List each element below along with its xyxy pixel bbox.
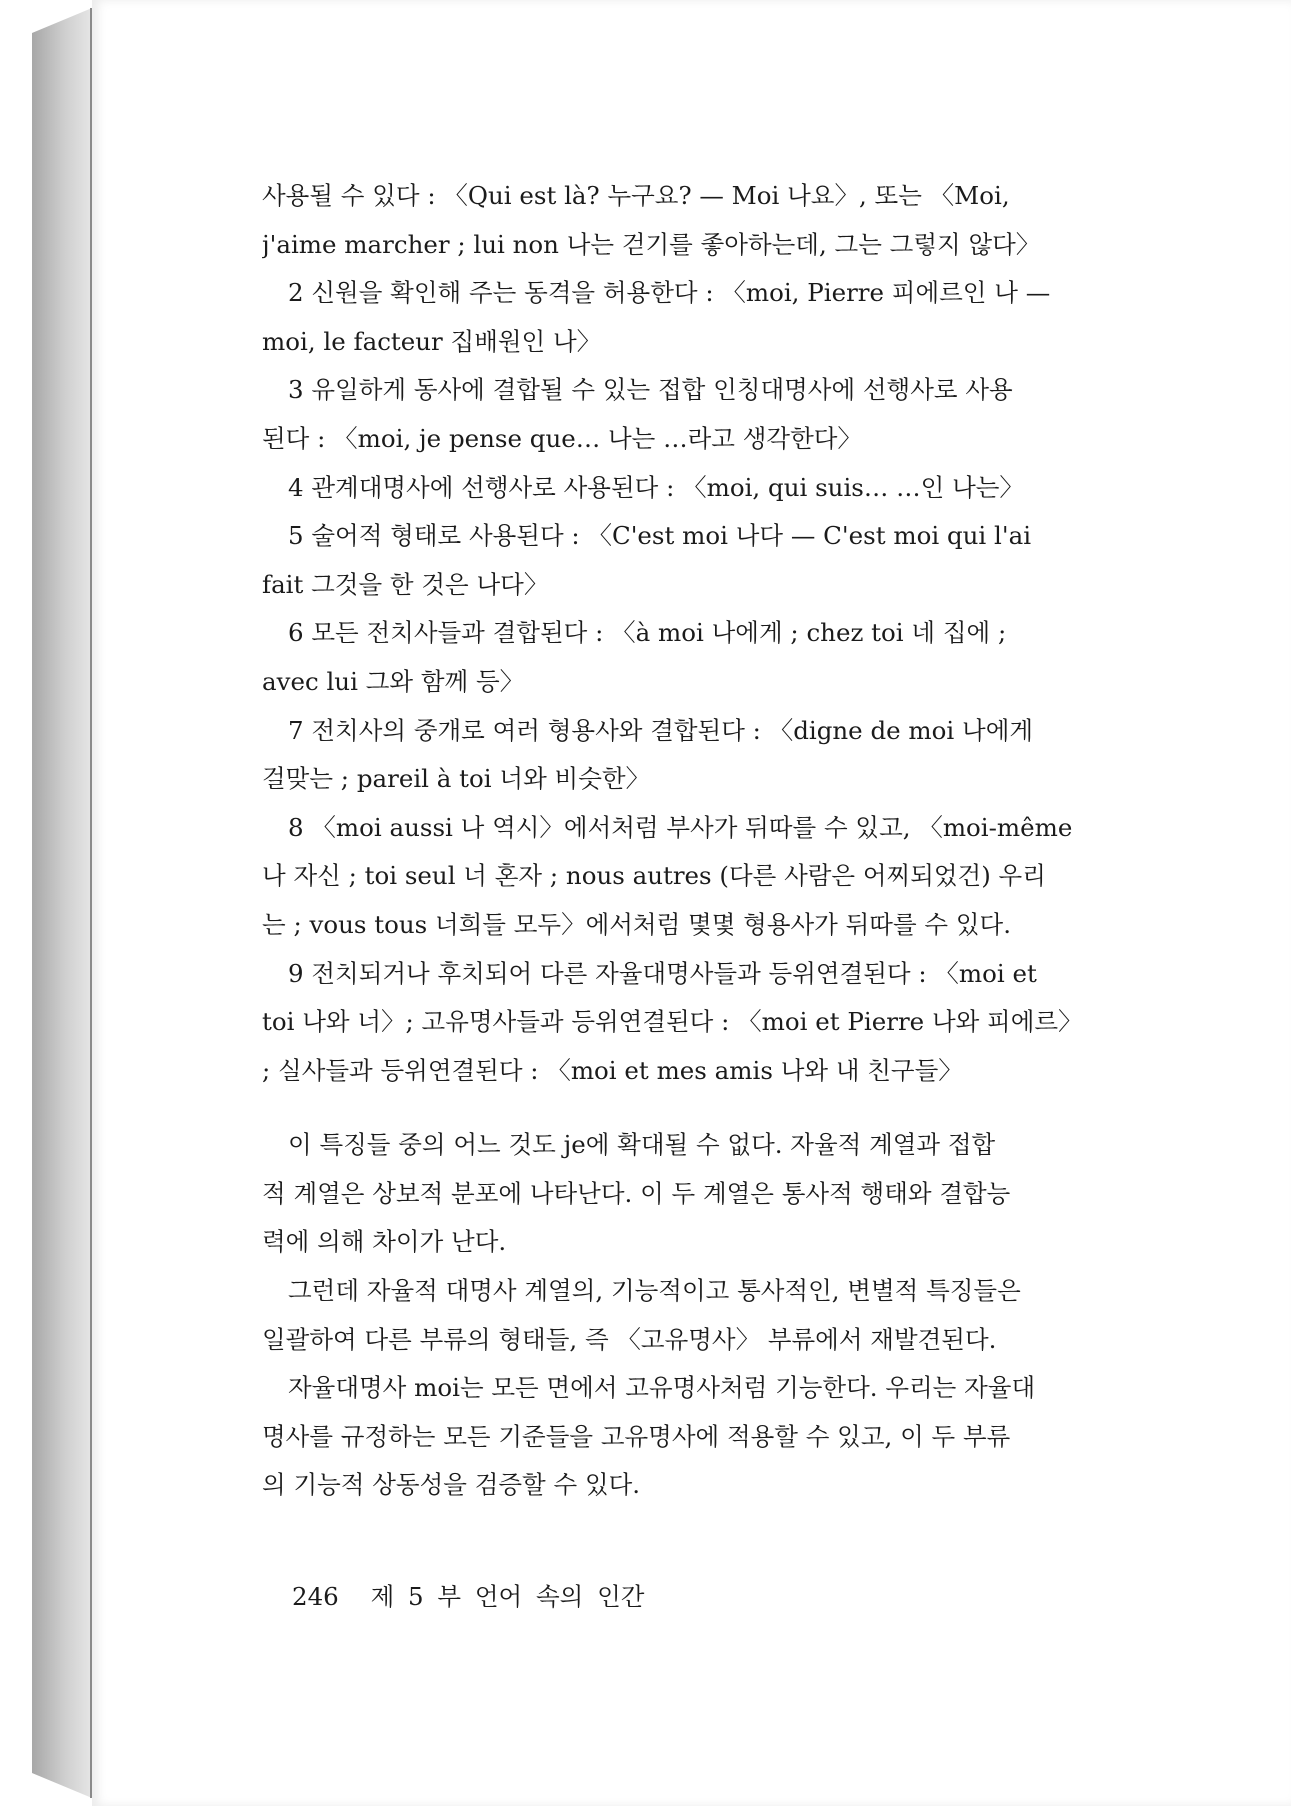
entry-line: fait 그것을 한 것은 나다〉 [262, 569, 549, 599]
entry-line: 6 모든 전치사들과 결합된다 : 〈à moi 나에게 ; chez toi 네 집에 ; [288, 618, 1007, 648]
page-number: 246 [292, 1582, 339, 1611]
page-body [262, 172, 1222, 1510]
paragraph-line: 일괄하여 다른 부류의 형태들, 즉 〈고유명사〉 부류에서 재발견된다. [262, 1324, 997, 1354]
entry-line: 4 관계대명사에 선행사로 사용된다 : 〈moi, qui suis… …인 나는〉 [288, 472, 1024, 502]
paragraph-gap [262, 1095, 1222, 1121]
paragraph-line: 의 기능적 상동성을 검증할 수 있다. [262, 1470, 641, 1500]
entry-line: toi 나와 너〉; 고유명사들과 등위연결된다 : 〈moi et Pierre 나와 피에르〉 [262, 1007, 1083, 1037]
entry-line: avec lui 그와 함께 등〉 [262, 666, 525, 696]
paragraph-line: 이 특징들 중의 어느 것도 je에 확대될 수 없다. 자율적 계열과 접합 [288, 1130, 996, 1160]
book-spine [32, 8, 92, 1798]
entry-line: 9 전치되거나 후치되어 다른 자율대명사들과 등위연결된다 : 〈moi et [288, 958, 1037, 988]
entry-line: 8 〈moi aussi 나 역시〉에서처럼 부사가 뒤따를 수 있고, 〈moi-même [288, 812, 1073, 842]
entry-line: 3 유일하게 동사에 결합될 수 있는 접합 인칭대명사에 선행사로 사용 [288, 375, 1013, 405]
entry-line: 2 신원을 확인해 주는 동격을 허용한다 : 〈moi, Pierre 피에르인 나 — [288, 278, 1051, 308]
entry-line: 7 전치사의 중개로 여러 형용사와 결합된다 : 〈digne de moi 나에게 [288, 715, 1034, 745]
entry-line: moi, le facteur 집배원인 나〉 [262, 326, 602, 356]
paragraph-line: 자율대명사 moi는 모든 면에서 고유명사처럼 기능한다. 우리는 자율대 [288, 1373, 1036, 1403]
entry-line: ; 실사들과 등위연결된다 : 〈moi et mes amis 나와 내 친구들〉 [262, 1055, 963, 1085]
entry-line: 는 ; vous tous 너희들 모두〉에서처럼 몇몇 형용사가 뒤따를 수 있다. [262, 909, 1011, 939]
paragraph-line: 그런데 자율적 대명사 계열의, 기능적이고 통사적인, 변별적 특징들은 [288, 1276, 1021, 1306]
paragraph-line: 적 계열은 상보적 분포에 나타난다. 이 두 계열은 통사적 행태와 결합능 [262, 1178, 1011, 1208]
paragraph-line: 력에 의해 차이가 난다. [262, 1227, 507, 1257]
entry-line: 된다 : 〈moi, je pense que… 나는 …라고 생각한다〉 [262, 423, 862, 453]
page-footer [292, 1578, 644, 1613]
chapter-title: 언어 속의 인간 [474, 1582, 645, 1611]
paragraph-line: 명사를 규정하는 모든 기준들을 고유명사에 적용할 수 있고, 이 두 부류 [262, 1421, 1011, 1451]
entry-line: 나 자신 ; toi seul 너 혼자 ; nous autres (다른 사람은 어찌되었건) 우리 [262, 861, 1046, 891]
book-page [92, 0, 1291, 1806]
entry-line: 걸맞는 ; pareil à toi 너와 비슷한〉 [262, 764, 651, 794]
entry-line: j'aime marcher ; lui non 나는 걷기를 좋아하는데, 그는 그렇지 않다〉 [262, 229, 1041, 259]
part-label: 제 5 부 [370, 1582, 462, 1611]
entry-line: 5 술어적 형태로 사용된다 : 〈C'est moi 나다 — C'est moi qui l'ai [288, 521, 1032, 551]
entry-line: 사용될 수 있다 : 〈Qui est là? 누구요? — Moi 나요〉, 또는 〈Moi, [262, 181, 1010, 210]
